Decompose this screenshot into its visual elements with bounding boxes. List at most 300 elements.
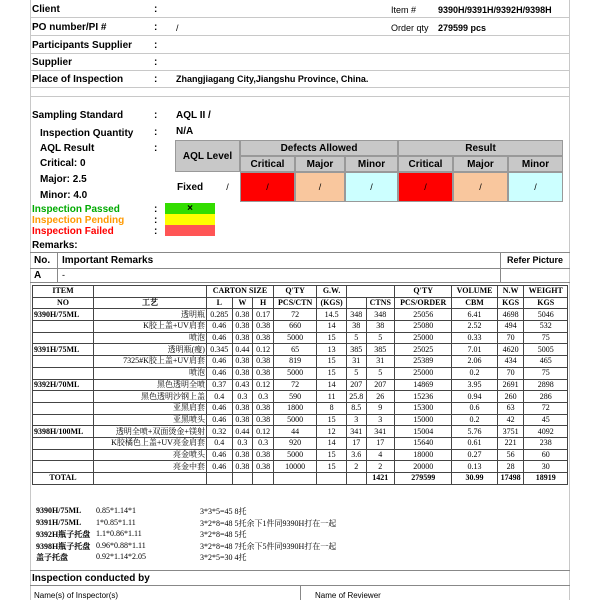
defects-allowed-header: Defects Allowed [240,140,398,156]
process-cell: 透明瓶 [94,309,207,321]
header-item: ITEM [33,286,94,298]
item-no-cell: 9391H/75ML [33,344,94,356]
result-major-cell: / [453,172,508,202]
header-nw: N.W [497,286,524,298]
table-cell: 30 [524,461,568,473]
table-cell: 14.5 [317,309,346,321]
pending-checkbox[interactable] [165,214,215,225]
pallet-note: 3*2*8=48 5托 [200,530,247,539]
table-cell: 44 [273,426,316,438]
table-cell: 0.6 [452,402,497,414]
place-label: Place of Inspection [32,74,124,85]
sampling-standard-value: AQL II / [176,110,211,121]
header-blank [94,286,207,298]
po-label: PO number/PI # [32,22,107,33]
table-cell: 14 [317,321,346,333]
table-cell: 0.12 [253,379,274,391]
process-cell: K胶橘色上盖+UV亮金肩套 [94,437,207,449]
table-row [33,309,568,321]
total-nw: 17498 [497,473,524,485]
result-critical-cell: / [398,172,453,202]
table-cell: 385 [346,344,366,356]
remarks-no-label: No. [34,255,51,266]
table-cell: 14 [317,379,346,391]
process-cell: 亮金中套 [94,461,207,473]
table-cell: 920 [273,437,316,449]
total-pcs: 279599 [394,473,451,485]
table-cell: 5 [346,367,366,379]
table-cell: 819 [273,356,316,368]
table-cell: 8.5 [346,402,366,414]
table-cell: 63 [497,402,524,414]
client-label: Client [32,4,60,15]
pallet-note: 9391H/75ML [36,517,82,527]
colon: : [154,57,158,68]
table-cell: 348 [346,309,366,321]
defects-major-cell: / [295,172,345,202]
table-cell: 4620 [497,344,524,356]
table-cell: 11 [317,391,346,403]
item-value: 9390H/9391H/9392H/9398H [438,5,552,15]
table-cell: 14 [317,437,346,449]
table-cell: 15 [317,356,346,368]
item-no-cell [33,461,94,473]
table-cell: 0.4 [206,437,232,449]
table-cell: 2898 [524,379,568,391]
table-cell: 0.38 [232,309,253,321]
table-cell: 0.37 [206,379,232,391]
table-cell: 38 [366,321,394,333]
table-cell: 0.38 [253,367,274,379]
table-cell: 5 [366,332,394,344]
pallet-note: 0.96*0.88*1.11 [96,540,146,550]
critical-label: Critical: 0 [40,158,86,169]
table-cell: 25080 [394,321,451,333]
table-cell: 3.95 [452,379,497,391]
sampling-standard-label: Sampling Standard [32,110,124,121]
table-cell: 26 [366,391,394,403]
table-row [33,414,568,426]
table-cell: 0.3 [253,437,274,449]
table-cell: 207 [346,379,366,391]
header-weight: WEIGHT [524,286,568,298]
table-cell: 5 [366,367,394,379]
table-cell: 434 [497,356,524,368]
major-label: Major: 2.5 [40,174,87,185]
table-cell: 0.43 [232,379,253,391]
table-cell: 0.13 [452,461,497,473]
header-cbm: CBM [452,297,497,309]
total-cbm: 30.99 [452,473,497,485]
table-row [33,449,568,461]
table-cell: 0.94 [452,391,497,403]
table-cell: 5.76 [452,426,497,438]
total-cell [253,473,274,485]
item-no-cell: 9390H/75ML [33,309,94,321]
inspection-qty-label: Inspection Quantity [40,128,134,139]
table-cell: 532 [524,321,568,333]
table-cell: 0.345 [206,344,232,356]
header-nw-kgs: KGS [497,297,524,309]
header-pcs-ctn: PCS/CTN [273,297,316,309]
table-cell: 7.01 [452,344,497,356]
table-cell: 15 [317,367,346,379]
table-cell: 0.46 [206,402,232,414]
process-cell: K胶上盖+UV肩套 [94,321,207,333]
pallet-note: 1.1*0.86*1.11 [96,529,142,538]
table-row [33,356,568,368]
pallet-note: 9390H/75ML [36,506,82,515]
process-cell: 喷泡 [94,332,207,344]
table-cell: 31 [346,356,366,368]
table-cell: 0.46 [206,321,232,333]
table-cell: 0.38 [253,414,274,426]
inspection-failed-label: Inspection Failed [32,226,114,237]
result-header: Result [398,140,563,156]
table-cell: 10000 [273,461,316,473]
table-cell: 25389 [394,356,451,368]
table-cell: 348 [366,309,394,321]
colon: : [154,110,158,121]
table-cell: 5000 [273,414,316,426]
table-row [33,426,568,438]
table-cell: 385 [366,344,394,356]
table-cell: 260 [497,391,524,403]
order-qty-value: 279599 pcs [438,23,487,33]
process-cell: 透明瓶(瘦) [94,344,207,356]
table-cell: 42 [497,414,524,426]
po-value: / [176,23,179,33]
shipment-header-row-2 [33,297,568,309]
total-cell [206,473,232,485]
item-no-cell [33,414,94,426]
passed-checkbox[interactable]: × [165,203,215,214]
table-cell: 0.38 [253,402,274,414]
header-l: L [206,297,232,309]
colon: : [154,226,158,237]
process-cell: 黑色透明全喷 [94,379,207,391]
table-row [33,461,568,473]
participants-label: Participants Supplier [32,40,133,51]
table-cell: 5000 [273,449,316,461]
failed-checkbox[interactable] [165,225,215,236]
defects-minor-cell: / [345,172,398,202]
table-cell: 0.3 [232,437,253,449]
table-cell: 72 [273,379,316,391]
table-cell: 15 [317,449,346,461]
colon: : [154,22,158,33]
supplier-label: Supplier [32,57,73,68]
table-cell: 0.4 [206,391,232,403]
table-cell: 13 [317,344,346,356]
table-cell: 17 [366,437,394,449]
table-cell: 0.38 [253,461,274,473]
table-row [33,321,568,333]
table-cell: 20000 [394,461,451,473]
refer-picture-label: Refer Picture [507,255,564,265]
conducted-by-label: Inspection conducted by [32,573,150,584]
inspection-pending-label: Inspection Pending [32,215,125,226]
table-cell: 38 [346,321,366,333]
item-no-cell [33,391,94,403]
item-no-cell [33,437,94,449]
pallet-note: 0.85*1.14*1 [96,506,136,515]
table-cell: 0.12 [253,426,274,438]
table-cell: 3.6 [346,449,366,461]
item-no-cell [33,321,94,333]
table-cell: 18000 [394,449,451,461]
result-minor-cell: / [508,172,563,202]
total-cell [273,473,316,485]
table-row [33,344,568,356]
table-row [33,402,568,414]
pallet-note: 9398H瓶子托盘 [36,541,91,551]
pallet-note: 1*0.85*1.11 [96,517,136,527]
pallet-note: 3*2*8=48 7托余下5件同9390H打在一起 [200,541,337,551]
table-cell: 3 [366,414,394,426]
table-row [33,391,568,403]
colon: : [154,40,158,51]
minor-label: Minor: 4.0 [40,190,88,201]
header-blank-2 [346,286,394,298]
item-no-cell: 9398H/100ML [33,426,94,438]
table-cell: 207 [366,379,394,391]
table-cell: 8 [317,402,346,414]
process-cell: 7325#K胶上盖+UV肩套 [94,356,207,368]
table-cell: 0.38 [232,402,253,414]
table-cell: 15300 [394,402,451,414]
table-cell: 0.3 [232,391,253,403]
colon: : [154,127,158,138]
table-cell: 0.46 [206,449,232,461]
table-cell: 4092 [524,426,568,438]
table-cell: 465 [524,356,568,368]
process-cell: 亮金喷头 [94,449,207,461]
table-cell: 0.38 [232,461,253,473]
process-cell: 透明全喷+双面烫金+镁射 [94,426,207,438]
table-cell: 2.06 [452,356,497,368]
table-cell: 5 [346,332,366,344]
table-cell: 3751 [497,426,524,438]
table-cell: 25000 [394,332,451,344]
table-cell: 590 [273,391,316,403]
table-cell: 5005 [524,344,568,356]
colon: : [154,215,158,226]
table-cell: 0.46 [206,356,232,368]
table-cell: 15236 [394,391,451,403]
table-cell: 70 [497,367,524,379]
table-cell: 0.38 [253,449,274,461]
table-cell: 0.38 [232,321,253,333]
important-remarks-label: Important Remarks [62,255,154,266]
table-cell: 56 [497,449,524,461]
colon: : [154,204,158,215]
total-ctns: 1421 [366,473,394,485]
table-cell: 0.285 [206,309,232,321]
item-label: Item # [391,5,417,15]
table-cell: 0.3 [253,391,274,403]
table-cell: 494 [497,321,524,333]
header-weight-kgs: KGS [524,297,568,309]
table-cell: 15 [317,414,346,426]
table-cell: 0.38 [232,332,253,344]
table-cell: 341 [366,426,394,438]
table-cell: 25025 [394,344,451,356]
reviewer-name-label: Name of Reviewer [315,591,381,600]
pallet-note: 盖子托盘 [36,553,68,562]
inspector-name-label: Name(s) of Inspector(s) [34,591,119,600]
table-cell: 25.8 [346,391,366,403]
place-value: Zhangjiagang City,Jiangshu Province, China. [176,74,369,84]
table-cell: 31 [366,356,394,368]
table-cell: 75 [524,367,568,379]
header-w: W [232,297,253,309]
result-minor-header: Minor [508,156,563,172]
remark-row-a-label: A [34,270,42,281]
table-cell: 12 [317,426,346,438]
table-cell: 0.12 [253,344,274,356]
table-cell: 5046 [524,309,568,321]
shipment-table [32,285,568,485]
total-cell [317,473,346,485]
table-cell: 1800 [273,402,316,414]
header-pcs-order: PCS/ORDER [394,297,451,309]
colon: : [154,4,158,15]
table-cell: 28 [497,461,524,473]
table-cell: 15004 [394,426,451,438]
table-cell: 0.38 [232,414,253,426]
header-no: NO [33,297,94,309]
table-cell: 72 [273,309,316,321]
table-cell: 15 [317,461,346,473]
header-qty: Q'TY [273,286,316,298]
table-cell: 221 [497,437,524,449]
total-cell [94,473,207,485]
header-volume: VOLUME [452,286,497,298]
table-cell: 65 [273,344,316,356]
pallet-note: 3*2*5=30 4托 [200,553,247,562]
colon: : [154,143,158,154]
process-cell: 喷泡 [94,367,207,379]
defects-critical-header: Critical [240,156,295,172]
item-no-cell [33,367,94,379]
table-cell: 0.2 [452,367,497,379]
header-gw: G.W. [317,286,346,298]
table-cell: 0.38 [232,356,253,368]
table-cell: 2.52 [452,321,497,333]
table-cell: 0.44 [232,426,253,438]
header-blank-3 [346,297,366,309]
table-cell: 0.46 [206,414,232,426]
item-no-cell [33,402,94,414]
pallet-note: 0.92*1.14*2.05 [96,552,146,561]
header-ctns: CTNS [366,297,394,309]
process-cell: 黑色透明沙钢上盖 [94,391,207,403]
table-cell: 25056 [394,309,451,321]
total-label: TOTAL [33,473,94,485]
table-cell: 0.38 [232,449,253,461]
table-cell: 0.2 [452,414,497,426]
table-cell: 0.46 [206,461,232,473]
table-cell: 2 [346,461,366,473]
table-cell: 5000 [273,367,316,379]
total-weight: 18919 [524,473,568,485]
table-cell: 4 [366,449,394,461]
table-cell: 0.46 [206,367,232,379]
remark-row-a-text: - [62,270,65,280]
table-row [33,367,568,379]
table-cell: 60 [524,449,568,461]
table-cell: 72 [524,402,568,414]
item-no-cell [33,332,94,344]
aql-level-header: AQL Level [175,140,240,172]
table-cell: 0.44 [232,344,253,356]
table-cell: 70 [497,332,524,344]
table-cell: 4698 [497,309,524,321]
inspection-passed-label: Inspection Passed [32,204,120,215]
table-cell: 0.46 [206,332,232,344]
header-h: H [253,297,274,309]
table-cell: 660 [273,321,316,333]
table-cell: 0.38 [253,321,274,333]
table-cell: 0.27 [452,449,497,461]
table-row [33,379,568,391]
header-process: 工艺 [94,297,207,309]
table-cell: 14869 [394,379,451,391]
table-cell: 0.38 [232,367,253,379]
defects-minor-header: Minor [345,156,398,172]
total-row [33,473,568,485]
colon: : [154,74,158,85]
table-cell: 286 [524,391,568,403]
process-cell: 亚黑肩套 [94,402,207,414]
table-cell: 0.38 [253,356,274,368]
table-cell: 5000 [273,332,316,344]
table-cell: 238 [524,437,568,449]
process-cell: 亚黑喷头 [94,414,207,426]
result-major-header: Major [453,156,508,172]
table-cell: 9 [366,402,394,414]
table-row [33,437,568,449]
header-carton-size: CARTON SIZE [206,286,273,298]
total-cell [346,473,366,485]
table-cell: 0.38 [253,332,274,344]
table-cell: 0.17 [253,309,274,321]
shipment-header-row-1 [33,286,568,298]
table-cell: 3 [346,414,366,426]
item-no-cell [33,356,94,368]
table-cell: 45 [524,414,568,426]
table-cell: 15640 [394,437,451,449]
table-cell: 15000 [394,414,451,426]
table-cell: 0.33 [452,332,497,344]
table-cell: 2691 [497,379,524,391]
table-cell: 6.41 [452,309,497,321]
order-qty-label: Order qty [391,23,429,33]
item-no-cell [33,449,94,461]
defects-major-header: Major [295,156,345,172]
aql-result-value: N/A [176,126,194,137]
fixed-value: / [226,182,229,192]
table-cell: 75 [524,332,568,344]
item-no-cell: 9392H/70ML [33,379,94,391]
pallet-note: 3*2*8=48 5托余下1件同9390H打在一起 [200,518,337,528]
pallet-note: 3*3*5=45 8托 [200,507,247,516]
table-cell: 2 [366,461,394,473]
header-kgs: (KGS) [317,297,346,309]
table-cell: 25000 [394,367,451,379]
table-row [33,332,568,344]
